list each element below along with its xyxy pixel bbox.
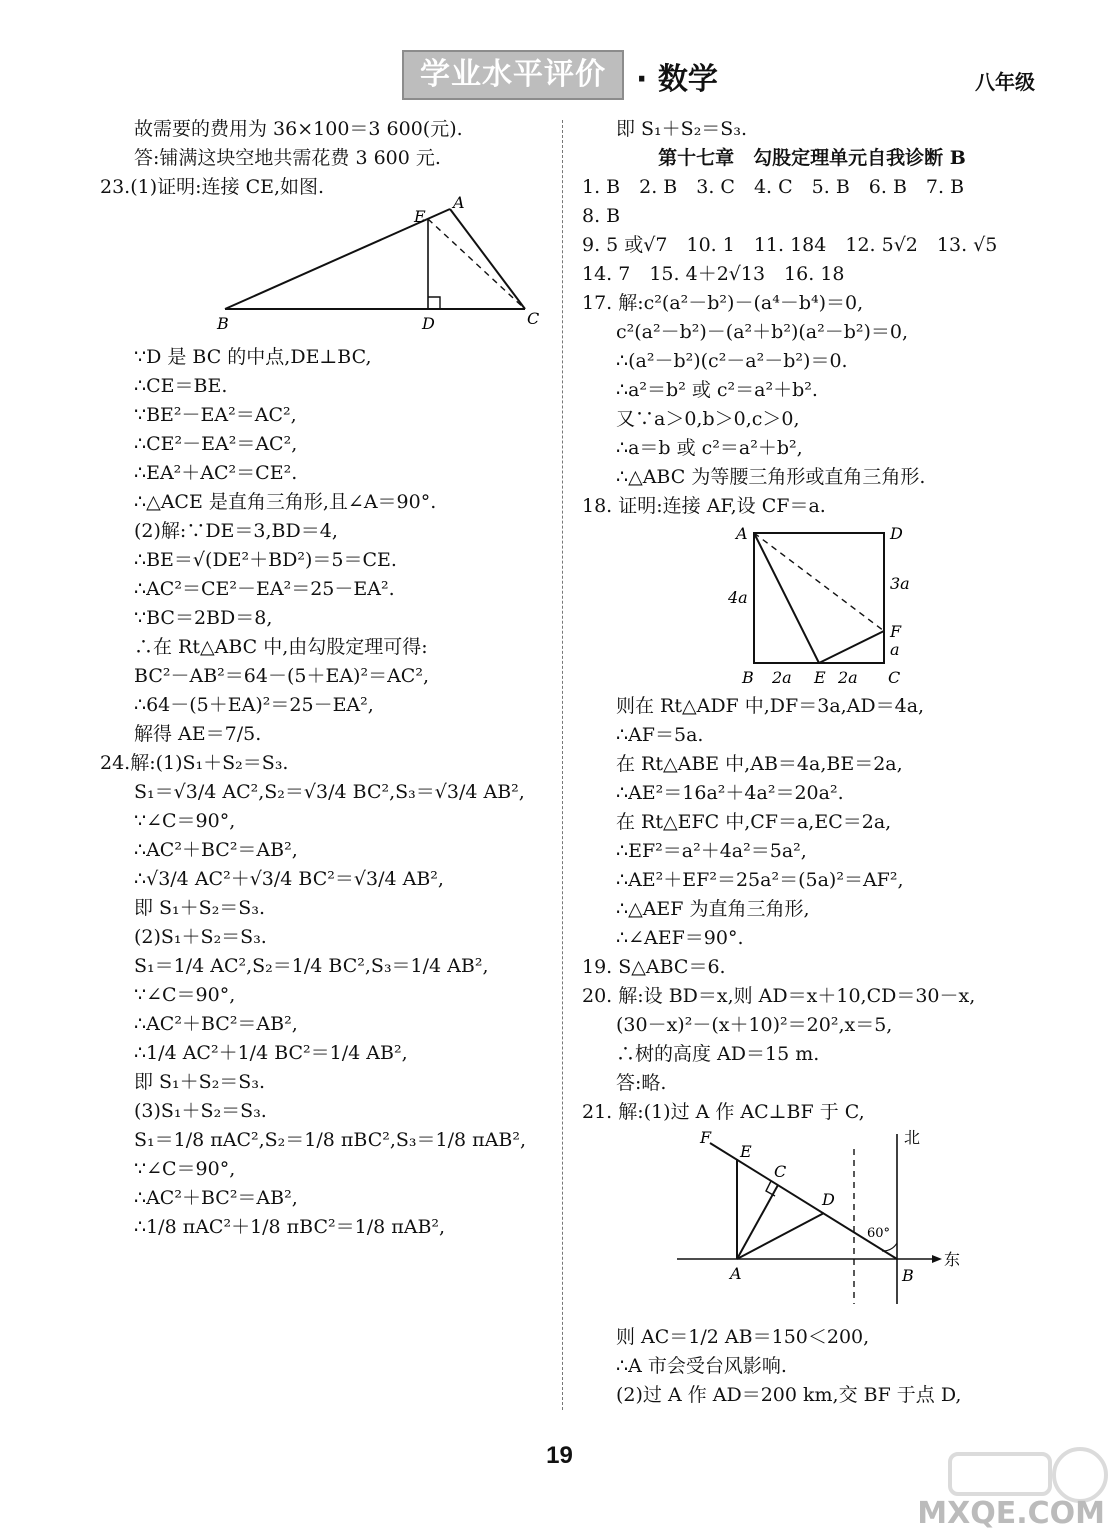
figure-label: E: [414, 207, 426, 226]
text-line: ∴√3/4 AC²＋√3/4 BC²＝√3/4 AB²,: [134, 868, 444, 890]
text-line: 即 S₁＋S₂＝S₃.: [134, 897, 265, 919]
text-line: ∴BE＝√(DE²＋BD²)＝5＝CE.: [134, 549, 397, 571]
subject-label: · 数学: [636, 62, 718, 97]
text-line: 17. 解:c²(a²－b²)－(a⁴－b⁴)＝0,: [582, 292, 864, 314]
text-line: c²(a²－b²)－(a²＋b²)(a²－b²)＝0,: [616, 321, 909, 343]
figure-label: 3a: [890, 574, 910, 593]
text-line: 即 S₁＋S₂＝S₃.: [616, 118, 747, 140]
text-line: ∵∠C＝90°,: [134, 810, 236, 832]
text-line: 则在 Rt△ADF 中,DF＝3a,AD＝4a,: [616, 695, 925, 717]
figure-label: 东: [944, 1250, 961, 1269]
figure-label: C: [774, 1162, 787, 1181]
text-line: ∵BC＝2BD＝8,: [134, 607, 273, 629]
text-line: ∴△ABC 为等腰三角形或直角三角形.: [616, 466, 926, 488]
book-title: 学业水平评价: [402, 50, 624, 100]
text-line: BC²－AB²＝64－(5＋EA)²＝AC²,: [134, 665, 429, 687]
text-line: ∵BE²－EA²＝AC²,: [134, 404, 297, 426]
text-line: 解得 AE＝7/5.: [134, 723, 262, 745]
text-line: ∴AE²＋EF²＝25a²＝(5a)²＝AF²,: [616, 869, 904, 891]
text-line: ∴(a²－b²)(c²－a²－b²)＝0.: [616, 350, 848, 372]
text-line: ∴1/8 πAC²＋1/8 πBC²＝1/8 πAB²,: [134, 1216, 446, 1238]
page-header: [0, 40, 1119, 110]
text-line: ∴△AEF 为直角三角形,: [616, 898, 810, 920]
text-line: 14. 7 15. 4＋2√13 16. 18: [582, 263, 845, 285]
figure-label: B: [217, 314, 229, 333]
text-line: 19. S△ABC＝6.: [582, 956, 726, 978]
right-column: [582, 115, 1042, 1410]
figure-label: B: [742, 668, 754, 687]
figure-label: F: [700, 1128, 712, 1147]
figure-square-abcd: [582, 523, 1042, 688]
text-line: ∴AC²＋BC²＝AB²,: [134, 1187, 298, 1209]
text-line: S₁＝√3/4 AC²,S₂＝√3/4 BC²,S₃＝√3/4 AB²,: [134, 781, 525, 803]
text-line: ∵∠C＝90°,: [134, 984, 236, 1006]
figure-label: A: [736, 524, 748, 543]
figure-label: C: [888, 668, 901, 687]
grade-label: 八年级: [975, 70, 1035, 94]
text-line: ∴∠AEF＝90°.: [616, 927, 744, 949]
text-line: ∴EF²＝a²＋4a²＝5a²,: [616, 840, 807, 862]
text-line: 又∵a＞0,b＞0,c＞0,: [616, 408, 800, 430]
text-line: 9. 5 或√7 10. 1 11. 184 12. 5√2 13. √5: [582, 234, 998, 256]
text-line: 24.解:(1)S₁＋S₂＝S₃.: [100, 752, 289, 774]
text-line: (3)S₁＋S₂＝S₃.: [134, 1100, 267, 1122]
text-line: 答:略.: [616, 1072, 667, 1094]
text-line: ∴AF＝5a.: [616, 724, 704, 746]
text-line: ∴EA²＋AC²＝CE².: [134, 462, 298, 484]
text-line: ∵D 是 BC 的中点,DE⊥BC,: [134, 346, 372, 368]
figure-label: F: [890, 622, 902, 641]
figure-label: 2a: [838, 668, 858, 687]
text-line: ∴CE＝BE.: [134, 375, 228, 397]
text-line: 18. 证明:连接 AF,设 CF＝a.: [582, 495, 826, 517]
text-line: (2)S₁＋S₂＝S₃.: [134, 926, 267, 948]
text-line: 23.(1)证明:连接 CE,如图.: [100, 176, 325, 198]
figure-label: D: [822, 1190, 835, 1209]
column-divider: [562, 120, 563, 1410]
figure-label: D: [890, 524, 903, 543]
text-line: 即 S₁＋S₂＝S₃.: [134, 1071, 265, 1093]
figure-triangle-abc: [195, 193, 555, 339]
page-number: 19: [546, 1442, 573, 1469]
figure-label: C: [527, 309, 540, 328]
text-line: ∴AC²＋BC²＝AB²,: [134, 1013, 298, 1035]
figure-label: A: [453, 193, 465, 212]
text-line: 21. 解:(1)过 A 作 AC⊥BF 于 C,: [582, 1101, 865, 1123]
text-line: (2)过 A 作 AD＝200 km,交 BF 于点 D,: [616, 1384, 962, 1406]
text-line: 则 AC＝1/2 AB＝150＜200,: [616, 1326, 870, 1348]
text-line: S₁＝1/4 AC²,S₂＝1/4 BC²,S₃＝1/4 AB²,: [134, 955, 489, 977]
text-line: 在 Rt△ABE 中,AB＝4a,BE＝2a,: [616, 753, 903, 775]
figure-label: D: [422, 314, 435, 333]
text-line: ∴在 Rt△ABC 中,由勾股定理可得:: [134, 636, 428, 658]
text-line: 故需要的费用为 36×100＝3 600(元).: [134, 118, 463, 140]
figure-label: E: [740, 1142, 752, 1161]
figure-label: a: [890, 640, 900, 659]
text-line: ∵∠C＝90°,: [134, 1158, 236, 1180]
figure-label: 北: [904, 1128, 921, 1147]
text-line: ∴△ACE 是直角三角形,且∠A＝90°.: [134, 491, 437, 513]
text-line: (2)解:∵DE＝3,BD＝4,: [134, 520, 338, 542]
chapter-heading: 第十七章 勾股定理单元自我诊断 B: [658, 147, 966, 169]
text-line: (30－x)²－(x＋10)²＝20²,x＝5,: [616, 1014, 893, 1036]
text-line: S₁＝1/8 πAC²,S₂＝1/8 πBC²,S₃＝1/8 πAB²,: [134, 1129, 526, 1151]
figure-label: A: [730, 1264, 742, 1283]
figure-label: 4a: [728, 588, 748, 607]
text-line: ∴AC²＝CE²－EA²＝25－EA².: [134, 578, 395, 600]
watermark-text: MXQE.COM: [917, 1496, 1105, 1531]
text-line: 20. 解:设 BD＝x,则 AD＝x＋10,CD＝30－x,: [582, 985, 976, 1007]
figure-label: 60°: [867, 1226, 891, 1241]
text-line: 1. B 2. B 3. C 4. C 5. B 6. B 7. B: [582, 176, 965, 198]
figure-typhoon-map: [582, 1129, 1042, 1319]
text-line: ∴AC²＋BC²＝AB²,: [134, 839, 298, 861]
text-line: 答:铺满这块空地共需花费 3 600 元.: [134, 147, 441, 169]
text-line: ∴a²＝b² 或 c²＝a²＋b².: [616, 379, 818, 401]
left-column: [100, 115, 550, 1242]
text-line: 8. B: [582, 205, 621, 227]
text-line: ∴AE²＝16a²＋4a²＝20a².: [616, 782, 844, 804]
text-line: ∴CE²－EA²＝AC²,: [134, 433, 298, 455]
text-line: ∴a＝b 或 c²＝a²＋b²,: [616, 437, 803, 459]
text-line: ∴A 市会受台风影响.: [616, 1355, 787, 1377]
figure-label: B: [902, 1266, 914, 1285]
figure-label: 2a: [772, 668, 792, 687]
text-line: ∴64－(5＋EA)²＝25－EA²,: [134, 694, 374, 716]
text-line: ∴1/4 AC²＋1/4 BC²＝1/4 AB²,: [134, 1042, 408, 1064]
text-line: 在 Rt△EFC 中,CF＝a,EC＝2a,: [616, 811, 892, 833]
text-line: ∴树的高度 AD＝15 m.: [616, 1043, 820, 1065]
figure-label: E: [814, 668, 826, 687]
